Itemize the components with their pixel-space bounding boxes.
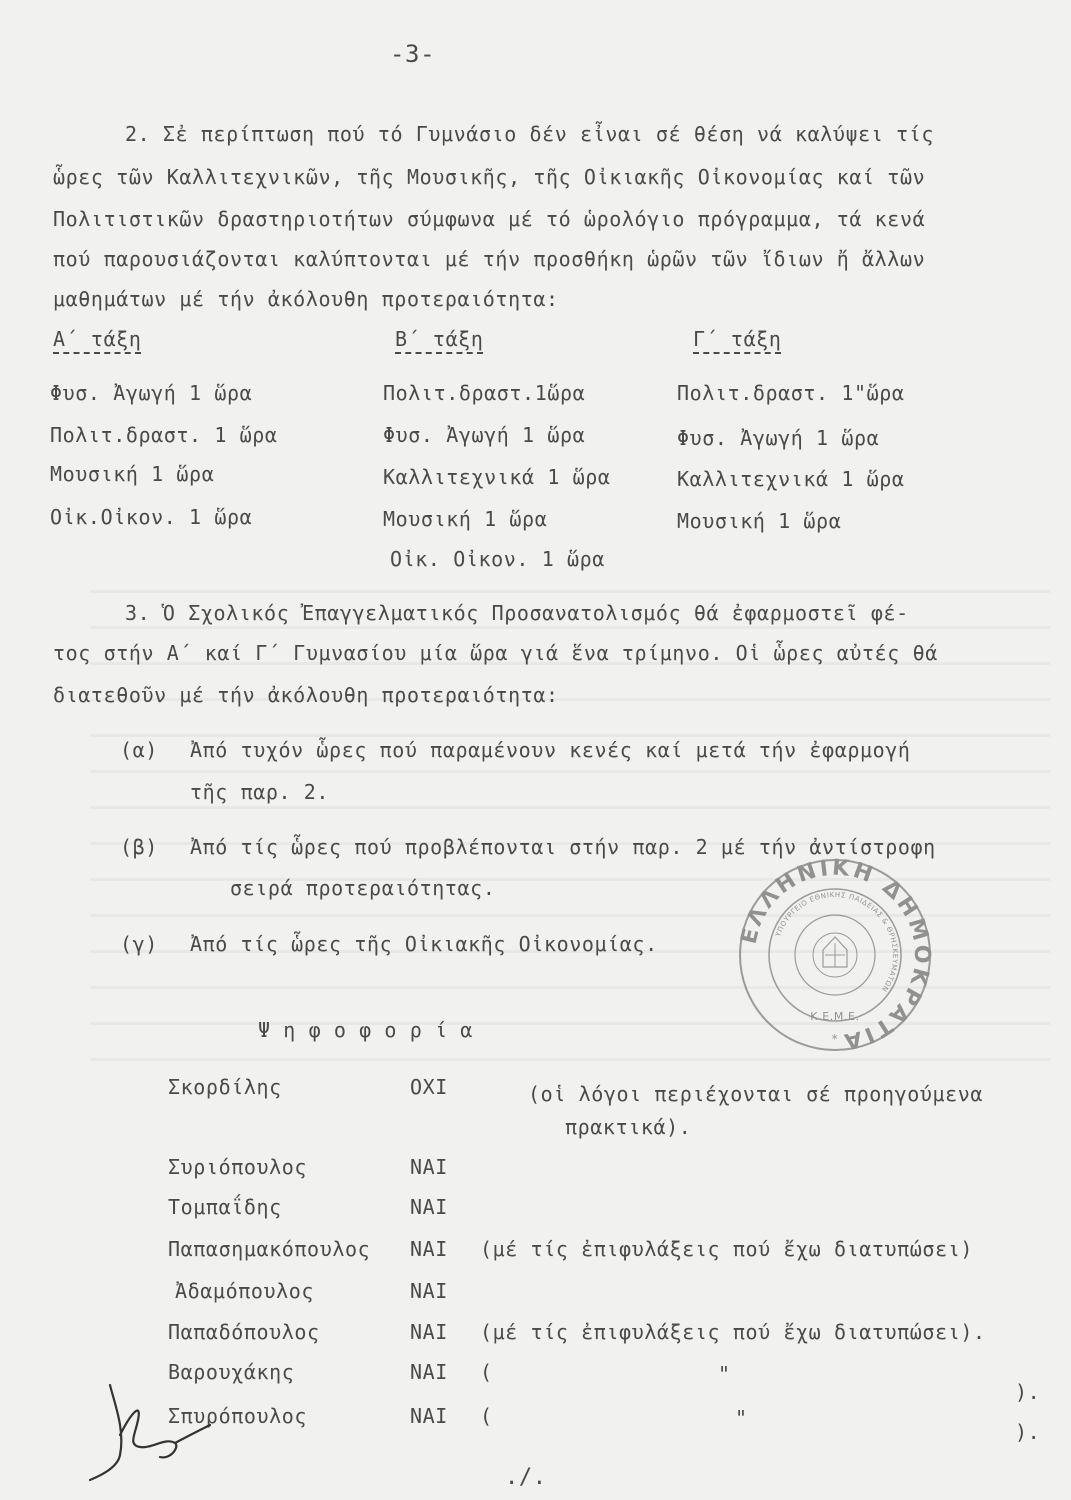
item-a-marker: (α) [120,738,158,762]
paragraph-2-line-5: μαθημάτων μέ τήν ἀκόλουθη προτεραιότητα: [53,287,559,311]
voter-note: (οἱ λόγοι περιέχονται σέ προηγούμενα [528,1082,984,1106]
class-c-item: Φυσ. Ἀγωγή 1 ὥρα [677,426,880,450]
class-c-item: Καλλιτεχνικά 1 ὥρα [677,467,905,491]
continuation-mark: ./. [505,1465,547,1490]
item-c-marker: (γ) [120,932,158,956]
voter-note: (μέ τίς ἐπιφυλάξεις πού ἔχω διατυπώσει). [480,1320,986,1344]
class-b-item: Φυσ. Ἀγωγή 1 ὥρα [383,423,586,447]
voter-name: Ἀδαμόπουλος [175,1279,315,1303]
class-b-item: Πολιτ.δραστ.1ὥρα [383,381,586,405]
handwritten-signature [80,1375,220,1485]
item-a-text: Ἀπό τυχόν ὧρες πού παραμένουν κενές καί μετά τήν ἐφαρμογή [190,738,911,762]
official-seal-stamp [735,855,935,1055]
item-b-marker: (β) [120,835,158,859]
voter-note-close: ). [1015,1420,1041,1444]
paragraph-2-line-1: 2. Σἐ περίπτωση πού τό Γυμνάσιο δέν εἶναι σέ θέση νά καλύψει τίς [125,122,935,146]
voter-note-close: ). [1015,1380,1041,1404]
voter-vote: ΝΑΙ [410,1155,448,1179]
item-b-text: Ἀπό τίς ὧρες πού προβλέπονται στήν παρ. 2 μέ τήν ἀντίστροφη [190,835,936,859]
class-b-heading: Β΄ τάξη [395,327,484,351]
svg-text:*: * [831,1032,839,1046]
voter-name: Βαρουχάκης [168,1360,295,1384]
paragraph-3-line-3: διατεθοῦν μέ τήν ἀκόλουθη προτεραιότητα: [53,683,559,707]
class-a-item: Μουσική 1 ὥρα [50,462,215,486]
ditto-mark: " [718,1362,731,1386]
voter-vote: ΝΑΙ [410,1360,448,1384]
seal-inner-text: ΥΠΟΥΡΓΕΙΟ ΕΘΝΙΚΗΣ ΠΑΙΔΕΙΑΣ & ΘΡΗΣΚΕΥΜΑΤΩΝ [774,890,900,994]
voter-note-cont: πρακτικά). [565,1115,692,1139]
voter-note: (μέ τίς ἐπιφυλάξεις πού ἔχω διατυπώσει) [480,1237,973,1261]
class-c-item: Πολιτ.δραστ. 1"ὥρα [677,381,905,405]
voter-vote: ΟΧΙ [410,1075,448,1099]
vote-heading: Ψ η φ ο φ ο ρ ί α [258,1018,473,1042]
voter-vote: ΝΑΙ [410,1195,448,1219]
voter-name: Σκορδίλης [168,1075,282,1099]
page-number: -3- [390,40,436,68]
voter-vote: ΝΑΙ [410,1404,448,1428]
voter-note-open: ( [480,1404,493,1428]
voter-name: Παπαδόπουλος [168,1320,320,1344]
class-a-heading: Α΄ τάξη [53,327,142,351]
class-c-item: Μουσική 1 ὥρα [677,509,842,533]
item-c-text: Ἀπό τίς ὧρες τῆς Οἰκιακῆς Οἰκονομίας. [190,932,658,956]
item-b-cont: σειρά προτεραιότητας. [230,876,496,900]
class-a-item: Οἰκ.Οἰκον. 1 ὥρα [50,505,253,529]
class-a-item: Πολιτ.δραστ. 1 ὥρα [50,423,278,447]
ditto-mark: " [735,1406,748,1430]
class-a-item: Φυσ. Ἀγωγή 1 ὥρα [50,381,253,405]
paragraph-2-line-2: ὧρες τῶν Καλλιτεχνικῶν, τῆς Μουσικῆς, τῆς Οἰκιακῆς Οἰκονομίας καί τῶν [53,165,926,189]
paragraph-2-line-4: πού παρουσιάζονται καλύπτονται μέ τήν προσθήκη ὡρῶν τῶν ἴδιων ἤ ἄλλων [53,247,926,271]
voter-name: Παπασημακόπουλος [168,1237,371,1261]
item-a-cont: τῆς παρ. 2. [190,780,330,804]
class-b-item: Οἰκ. Οἰκον. 1 ὥρα [390,547,605,571]
class-b-item: Μουσική 1 ὥρα [383,507,548,531]
voter-name: Συριόπουλος [168,1155,308,1179]
voter-name: Τομπαΐδης [168,1195,282,1219]
seal-outer-text: ΕΛΛΗΝΙΚΗ ΔΗΜΟΚΡΑΤΙΑ [736,855,935,1055]
paragraph-3-line-1: 3. Ὁ Σχολικός Ἐπαγγελματικός Προσανατολισμός θά ἐφαρμοστεῖ φέ- [125,601,909,625]
voter-note-open: ( [480,1360,493,1384]
class-b-item: Καλλιτεχνικά 1 ὥρα [383,465,611,489]
paragraph-2-line-3: Πολιτιστικῶν δραστηριοτήτων σύμφωνα μέ τό ὡρολόγιο πρόγραμμα, τά κενά [53,207,926,231]
voter-vote: ΝΑΙ [410,1279,448,1303]
voter-name: Σπυρόπουλος [168,1404,308,1428]
class-c-heading: Γ΄ τάξη [693,327,782,351]
seal-bottom-text: Κ.Ε.Μ.Ε. [810,1010,860,1023]
voter-vote: ΝΑΙ [410,1320,448,1344]
paragraph-3-line-2: τος στήν Α΄ καί Γ΄ Γυμνασίου μία ὥρα γιά ἕνα τρίμηνο. Οἱ ὧρες αὐτές θά [53,641,938,665]
voter-vote: ΝΑΙ [410,1237,448,1261]
